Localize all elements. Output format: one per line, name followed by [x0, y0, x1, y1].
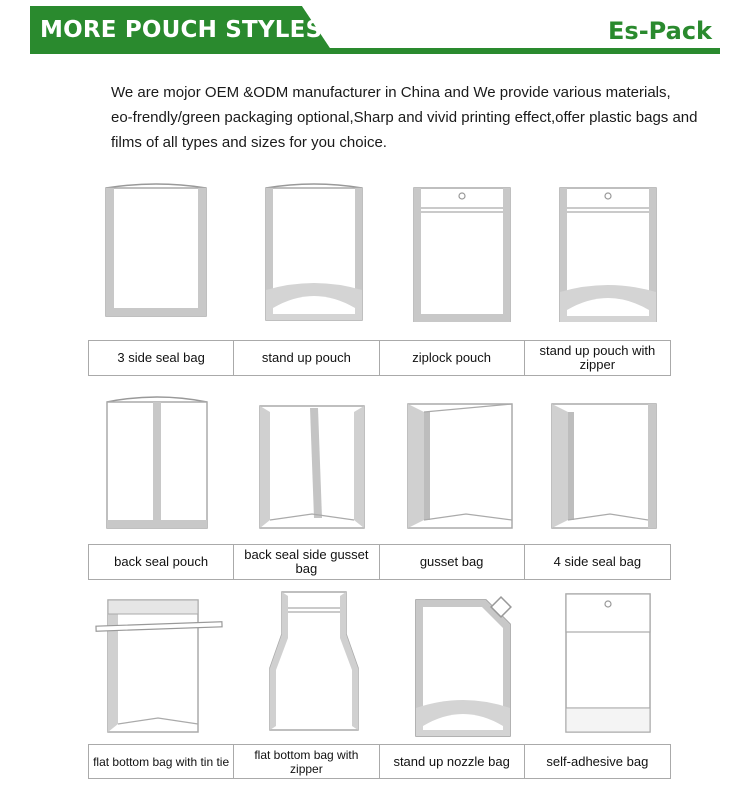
label-cell: gusset bag: [380, 545, 525, 579]
labels-row-3: [88, 744, 671, 779]
stand-up-pouch-icon: [262, 180, 366, 327]
labels-row-2: [88, 544, 671, 580]
back-seal-pouch-icon: [103, 392, 211, 535]
gusset-bag-icon: [404, 400, 516, 535]
three-side-seal-bag-icon: [100, 180, 212, 325]
label-cell: stand up pouch: [234, 341, 379, 375]
stand-up-pouch-zipper-icon: [556, 182, 660, 327]
intro-line: eo-frendly/green packaging optional,Sharp and vivid printing effect,offer plastic bags and: [111, 109, 698, 126]
flat-bottom-zipper-bag-icon: [262, 588, 366, 741]
label-cell: back seal side gusset bag: [234, 545, 379, 579]
flat-bottom-tin-tie-bag-icon: [94, 592, 224, 739]
label-cell: stand up nozzle bag: [380, 745, 525, 778]
label-cell: back seal pouch: [89, 545, 234, 579]
label-cell: flat bottom bag with tin tie: [89, 745, 234, 778]
brand-name: Es-Pack: [608, 17, 712, 45]
header-banner: [30, 6, 720, 58]
label-cell: ziplock pouch: [380, 341, 525, 375]
back-seal-side-gusset-bag-icon: [256, 400, 368, 535]
intro-line: We are mojor OEM &ODM manufacturer in China and We provide various materials,: [111, 84, 671, 101]
four-side-seal-bag-icon: [548, 400, 660, 535]
label-cell: stand up pouch with zipper: [539, 343, 656, 372]
page-title: MORE POUCH STYLES: [40, 17, 323, 43]
label-cell: 4 side seal bag: [553, 554, 642, 569]
label-cell: self-adhesive bag: [546, 753, 649, 769]
self-adhesive-bag-icon: [560, 590, 656, 739]
labels-row-1: [88, 340, 671, 376]
ziplock-pouch-icon: [410, 182, 514, 327]
intro-paragraph: [111, 80, 711, 155]
stand-up-nozzle-bag-icon: [410, 592, 518, 743]
label-cell: flat bottom bag with zipper: [234, 745, 379, 778]
intro-line: films of all types and sizes for you choice.: [111, 134, 387, 151]
label-cell: 3 side seal bag: [89, 341, 234, 375]
